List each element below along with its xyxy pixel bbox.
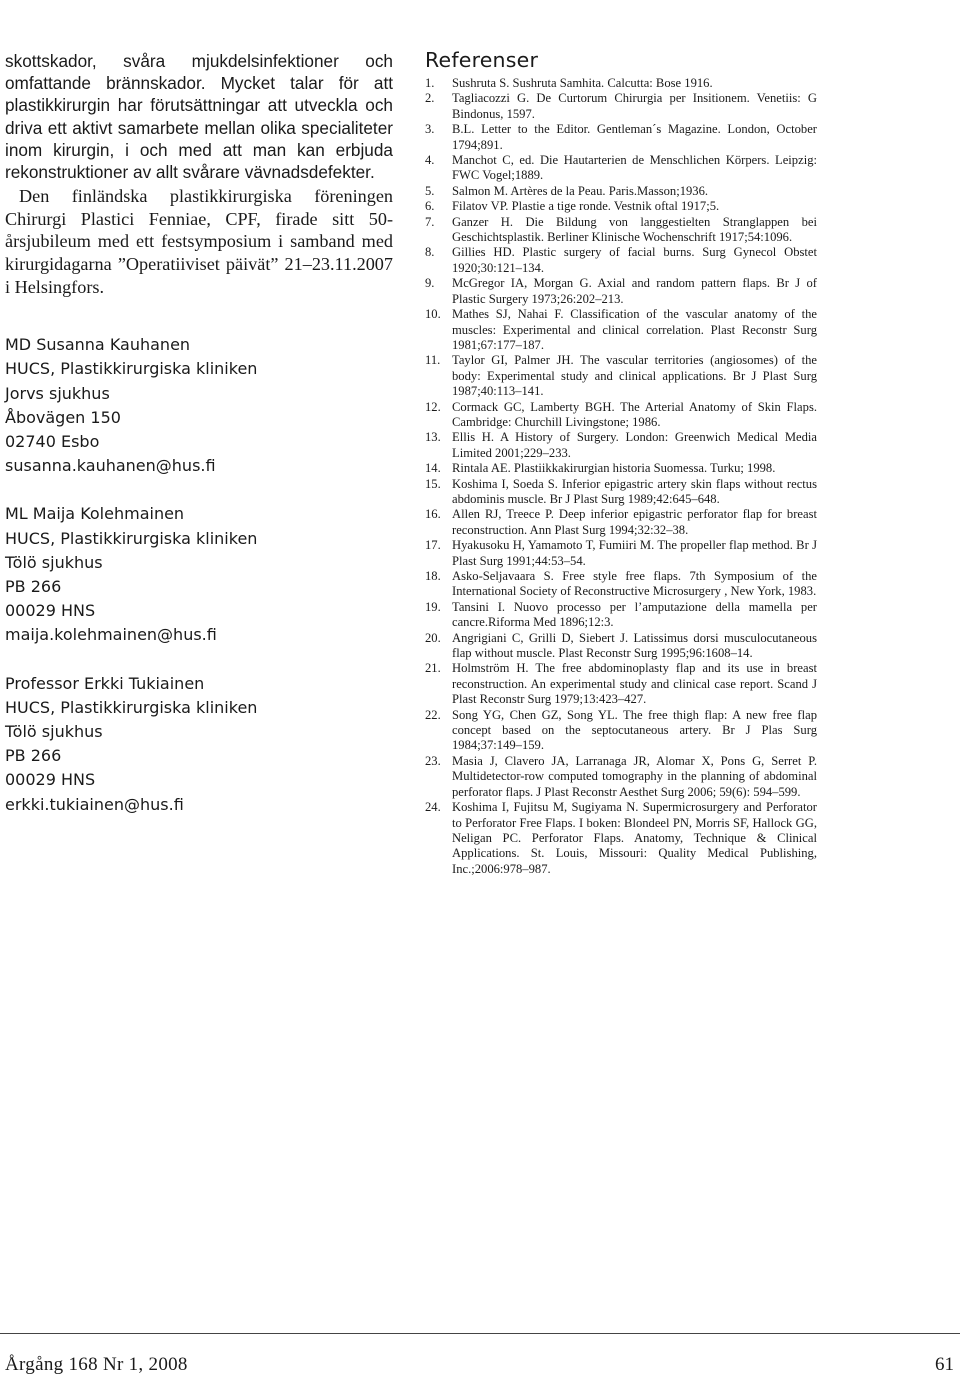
reference-text: Gillies HD. Plastic surgery of facial burns. Surg Gynecol Obstet 1920;30:121–134.	[452, 245, 817, 275]
reference-item	[425, 600, 817, 631]
reference-item	[425, 430, 817, 461]
reference-number: 10.	[425, 307, 441, 322]
reference-number: 23.	[425, 753, 441, 768]
reference-text: Song YG, Chen GZ, Song YL. The free thigh flap: A new free flap concept based on the septocutaneous artery. Br J Plas Surg 1984;37:149–159.	[452, 707, 817, 753]
body-paragraph-1: skottskador, svåra mjukdelsinfektioner och omfattande brännskador. Mycket talar för att plastikkirurgin har förutsättningar att utveckla och driva ett aktivt samarbete mellan olika specialiteter inom kirurgin, i och med att man kan erbjuda rekonstruktioner av allt svårare vävnadsdefekter.	[5, 51, 393, 183]
reference-text: Ganzer H. Die Bildung von langgestielten Stranglappen bei Geschichtsplastik. Berliner Klinische Wochenschrift 1917;54:1096.	[452, 214, 817, 245]
reference-number: 12.	[425, 399, 441, 414]
contact-street: Åbovägen 150	[5, 407, 121, 427]
reference-text: Mathes SJ, Nahai F. Classification of the vascular anatomy of the muscles: Experimental and clinical correlation. Plast Reconstr Surg 1981;67:177–187.	[452, 307, 817, 352]
contact-postal: 00029 HNS	[5, 770, 96, 790]
reference-number: 5.	[425, 183, 435, 198]
reference-text: Asko-Seljavaara S. Free style free flaps. 7th Symposium of the International Society of Reconstructive Microsurgery , New York, 1983.	[452, 569, 817, 599]
reference-number: 18.	[425, 569, 441, 583]
reference-item	[425, 184, 817, 199]
footer-issue: Årgång 168 Nr 1, 2008	[5, 1354, 188, 1375]
contact-email[interactable]: susanna.kauhanen@hus.fi	[5, 456, 216, 476]
footer-divider	[0, 1333, 960, 1334]
reference-item	[425, 631, 817, 662]
contact-email[interactable]: erkki.tukiainen@hus.fi	[5, 794, 184, 814]
reference-number: 13.	[425, 430, 441, 445]
reference-number: 20.	[425, 630, 441, 645]
reference-number: 24.	[425, 800, 441, 815]
contact-clinic: HUCS, Plastikkirurgiska kliniken	[5, 528, 258, 548]
reference-number: 19.	[425, 599, 441, 614]
contact-name: Professor Erkki Tukiainen	[5, 673, 205, 693]
reference-text: Sushruta S. Sushruta Samhita. Calcutta: Bose 1916.	[452, 76, 713, 90]
reference-text: McGregor IA, Morgan G. Axial and random pattern flaps. Br J of Plastic Surgery 1973;26:202–213.	[452, 276, 817, 306]
reference-number: 15.	[425, 476, 441, 491]
reference-number: 16.	[425, 507, 441, 522]
reference-text: Masia J, Clavero JA, Larranaga JR, Alomar X, Pons G, Serret P. Multidetector-row computed tomography in the planning of abdominal perforator flaps. J Plast Reconstr Aesthet Surg 2006; 59(6): 594–599.	[452, 753, 817, 799]
reference-text: Taylor GI, Palmer JH. The vascular territories (angiosomes) of the body: Experimental study and clinical applications. Br J Plast Surg 1987;40:113–141.	[452, 353, 817, 399]
reference-text: Rintala AE. Plastiikkakirurgian historia Suomessa. Turku; 1998.	[452, 461, 776, 476]
reference-item	[425, 122, 817, 153]
reference-number: 14.	[425, 461, 441, 476]
reference-item	[425, 307, 817, 353]
reference-item	[425, 461, 817, 476]
reference-text: Koshima I, Soeda S. Inferior epigastric artery skin flaps without rectus abdominis muscle. Br J Plast Surg 1989;42:645–648.	[452, 476, 817, 506]
reference-number: 17.	[425, 538, 441, 553]
reference-text: Angrigiani C, Grilli D, Siebert J. Latissimus dorsi musculocutaneous flap without muscle. Plast Reconstr Surg 1995;96:1608–14.	[452, 630, 817, 661]
reference-text: Cormack GC, Lamberty BGH. The Arterial Anatomy of Skin Flaps. Cambridge: Churchill Livingstone; 1986.	[452, 399, 817, 429]
reference-text: Tansini I. Nuovo processo per l’amputazione della mamella per cancre.Riforma Med 1896;12:3.	[452, 599, 817, 630]
reference-number: 3.	[425, 122, 435, 137]
left-column	[5, 50, 393, 817]
contact-block-kolehmainen	[5, 502, 393, 647]
reference-number: 21.	[425, 661, 441, 676]
contact-email[interactable]: maija.kolehmainen@hus.fi	[5, 625, 217, 645]
reference-text: Tagliacozzi G. De Curtorum Chirurgia per Insitionem. Venetiis: G Bindonus, 1597.	[452, 91, 817, 121]
reference-item	[425, 353, 817, 399]
reference-text: Salmon M. Artères de la Peau. Paris.Masson;1936.	[452, 183, 709, 198]
reference-item	[425, 215, 817, 246]
contact-clinic: HUCS, Plastikkirurgiska kliniken	[5, 697, 258, 717]
reference-item	[425, 661, 817, 707]
reference-item	[425, 754, 817, 800]
reference-number: 11.	[425, 353, 441, 368]
reference-text: Manchot C, ed. Die Hautarterien de Menschlichen Körpers. Leipzig: FWC Vogel;1889.	[452, 153, 817, 183]
reference-number: 22.	[425, 707, 441, 722]
reference-text: B.L. Letter to the Editor. Gentleman´s Magazine. London, October 1794;891.	[452, 122, 817, 152]
reference-text: Hyakusoku H, Yamamoto T, Fumiiri M. The propeller flap method. Br J Plast Surg 1991;44:53–54.	[452, 538, 817, 568]
contact-clinic: HUCS, Plastikkirurgiska kliniken	[5, 359, 258, 379]
contact-block-kauhanen	[5, 333, 393, 478]
references-list	[425, 76, 817, 877]
reference-item	[425, 800, 817, 877]
reference-number: 2.	[425, 91, 435, 106]
contact-postal: 00029 HNS	[5, 601, 96, 621]
reference-number: 6.	[425, 199, 435, 214]
reference-item	[425, 400, 817, 431]
reference-item	[425, 538, 817, 569]
contact-name: ML Maija Kolehmainen	[5, 504, 185, 524]
body-paragraph-2: Den finländska plastikkirurgiska föreningen Chirurgi Plastici Fenniae, CPF, firade sitt 50-årsjubileum med ett festsymposium i samband med kirurgidagarna ”Operatiiviset päivät” 21–23.11.2007 i Helsingfors.	[5, 186, 393, 297]
contact-hospital: Tölö sjukhus	[5, 722, 103, 742]
reference-number: 8.	[425, 245, 435, 260]
reference-text: Koshima I, Fujitsu M, Sugiyama N. Supermicrosurgery and Perforator to Perforator Free Flaps. I boken: Blondeel PN, Morris SF, Hallock GG, Neligan PC. Perforator Flaps. Anatomy, Technique & Clinical Applications. St. Louis, Missouri: Quality Medical Publishing, Inc.;2006:978–987.	[452, 800, 817, 876]
reference-item	[425, 199, 817, 214]
reference-item	[425, 153, 817, 184]
reference-item	[425, 477, 817, 508]
reference-text: Ellis H. A History of Surgery. London: Greenwich Medical Media Limited 2001;229–233.	[452, 430, 817, 460]
reference-number: 4.	[425, 153, 435, 168]
contact-block-tukiainen	[5, 672, 393, 817]
reference-item	[425, 245, 817, 276]
reference-item	[425, 569, 817, 600]
reference-item	[425, 91, 817, 122]
reference-item	[425, 507, 817, 538]
reference-item	[425, 76, 817, 91]
contact-name: MD Susanna Kauhanen	[5, 335, 191, 355]
reference-text: Holmström H. The free abdominoplasty flap and its use in breast reconstruction. An experimental study and clinical case report. Scand J Plast Reconstr Surg 1979;13:423–427.	[452, 661, 817, 707]
contact-hospital: Jorvs sjukhus	[5, 383, 110, 403]
reference-number: 1.	[425, 76, 435, 90]
reference-item	[425, 276, 817, 307]
reference-number: 9.	[425, 276, 435, 291]
reference-text: Filatov VP. Plastie a tige ronde. Vestnik oftal 1917;5.	[452, 199, 720, 214]
contact-postal: 02740 Esbo	[5, 432, 100, 451]
reference-text: Allen RJ, Treece P. Deep inferior epigastric perforator flap for breast reconstruction. Ann Plast Surg 1994;32:32–38.	[452, 507, 817, 537]
reference-item	[425, 708, 817, 754]
contact-street: PB 266	[5, 746, 62, 766]
contact-hospital: Tölö sjukhus	[5, 552, 103, 572]
references-column	[425, 48, 817, 877]
reference-number: 7.	[425, 214, 435, 229]
references-heading: Referenser	[425, 48, 539, 72]
page-number: 61	[935, 1354, 954, 1375]
contact-street: PB 266	[5, 577, 62, 597]
